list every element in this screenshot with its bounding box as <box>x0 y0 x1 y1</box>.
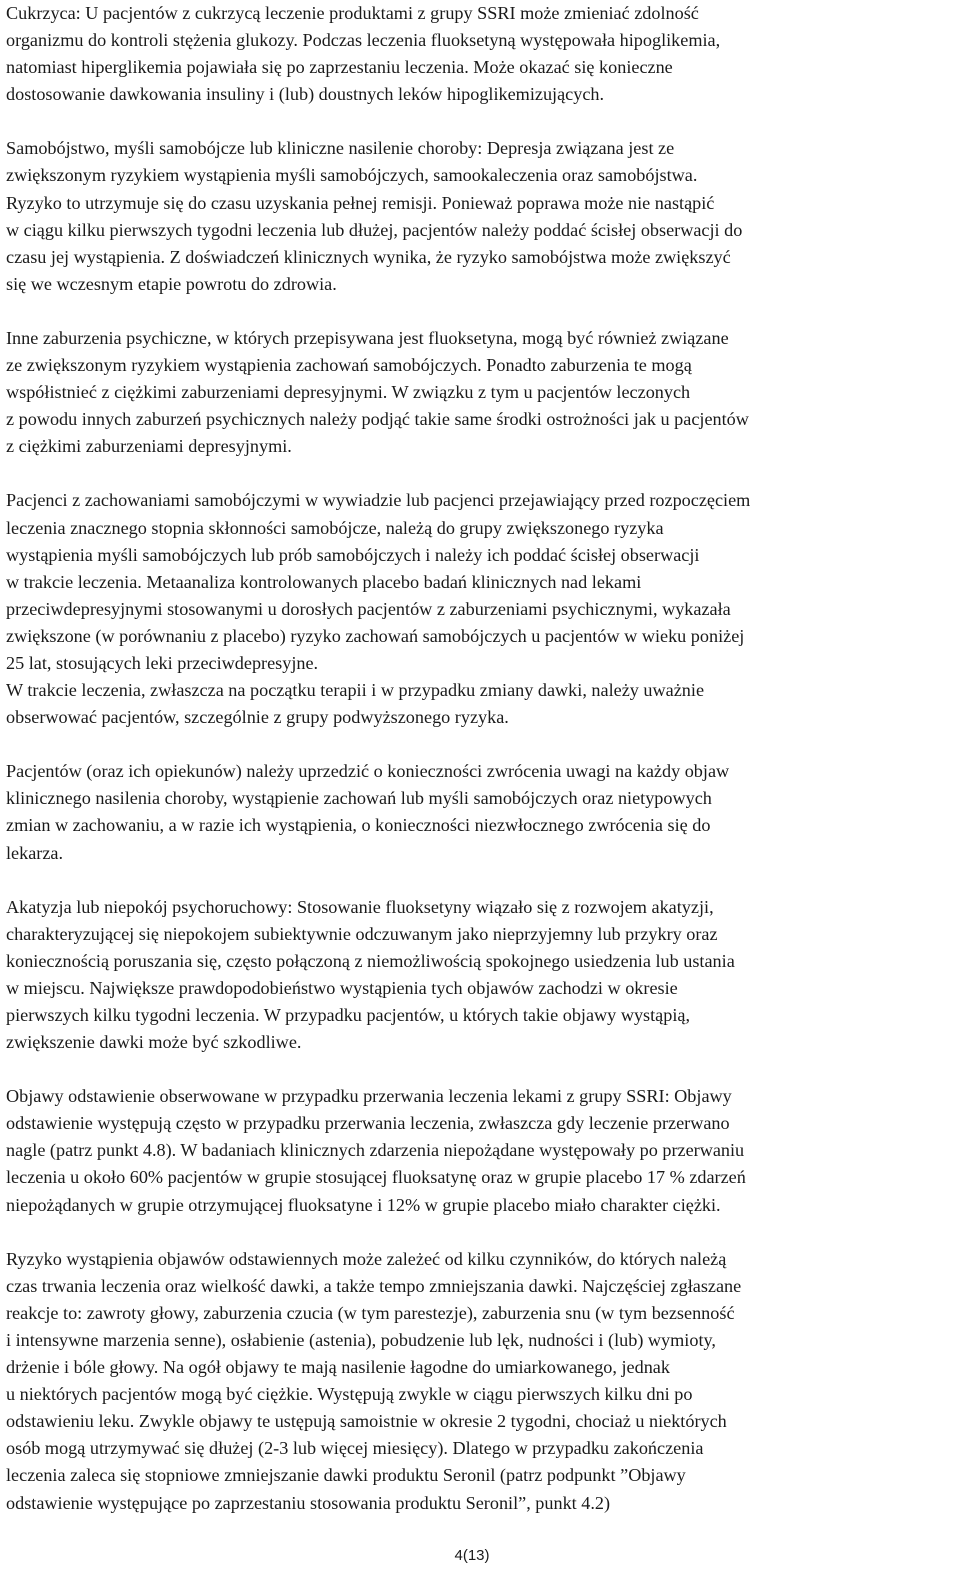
text-line: Cukrzyca: U pacjentów z cukrzycą leczenie produktami z grupy SSRI może zmieniać zdolność <box>6 3 699 23</box>
paragraph <box>6 894 950 1057</box>
text-line: zmian w zachowaniu, a w razie ich wystąpienia, o konieczności niezwłocznego zwrócenia się do <box>6 815 711 836</box>
text-line: leczenia znacznego stopnia skłonności samobójcze, należą do grupy zwiększonego ryzyka <box>6 517 664 538</box>
text-line: Ryzyko wystąpienia objawów odstawiennych może zależeć od kilku czynników, do których należą <box>6 1248 727 1269</box>
text-line: z ciężkimi zaburzeniami depresyjnymi. <box>6 436 292 457</box>
text-line: lekarza. <box>6 842 64 863</box>
text-line: W trakcie leczenia, zwłaszcza na początku terapii i w przypadku zmiany dawki, należy uważnie <box>6 680 705 701</box>
paragraph <box>6 325 950 460</box>
paragraph <box>6 135 950 298</box>
text-line: obserwować pacjentów, szczególnie z grupy podwyższonego ryzyka. <box>6 707 509 728</box>
text-line: Inne zaburzenia psychiczne, w których przepisywana jest fluoksetyna, mogą być również związane <box>6 327 729 348</box>
text-line: Pacjenci z zachowaniami samobójczymi w wywiadzie lub pacjenci przejawiający przed rozpoczęciem <box>6 490 751 511</box>
text-line: leczenia zaleca się stopniowe zmniejszanie dawki produktu Seronil (patrz podpunkt ”Objawy <box>6 1465 686 1486</box>
text-line: w ciągu kilku pierwszych tygodni leczenia lub dłużej, pacjentów należy poddać ścisłej obserwacji do <box>6 219 743 240</box>
paragraph <box>6 758 950 866</box>
text-line: zwiększonym ryzykiem wystąpienia myśli samobójczych, samookaleczenia oraz samobójstwa. <box>6 165 698 186</box>
text-line: Objawy odstawienie obserwowane w przypadku przerwania leczenia lekami z grupy SSRI: Objawy <box>6 1086 732 1107</box>
paragraph-spacer <box>6 731 950 758</box>
paragraph-spacer <box>6 298 950 325</box>
text-line: czas trwania leczenia oraz wielkość dawki, a także tempo zmniejszania dawki. Najczęściej zgłaszane <box>6 1275 742 1296</box>
text-line: z powodu innych zaburzeń psychicznych należy podjąć takie same środki ostrożności jak u pacjentów <box>6 409 749 430</box>
text-line: organizmu do kontroli stężenia glukozy. Podczas leczenia fluoksetyną występowała hipoglikemia, <box>6 30 721 51</box>
text-line: odstawienie występują często w przypadku przerwania leczenia, zwłaszcza gdy leczenie przerwano <box>6 1113 730 1134</box>
text-line: w trakcie leczenia. Metaanaliza kontrolowanych placebo badań klinicznych nad lekami <box>6 571 642 592</box>
text-line: zwiększenie dawki może być szkodliwe. <box>6 1032 302 1053</box>
text-line: Ryzyko to utrzymuje się do czasu uzyskania pełnej remisji. Ponieważ poprawa może nie nastąpić <box>6 192 715 213</box>
text-line: przeciwdepresyjnymi stosowanymi u dorosłych pacjentów z zaburzeniami psychicznymi, wykazała <box>6 598 731 619</box>
text-line: drżenie i bóle głowy. Na ogół objawy te mają nasilenie łagodne do umiarkowanego, jednak <box>6 1357 670 1378</box>
text-line: natomiast hiperglikemia pojawiała się po zaprzestaniu leczenia. Może okazać się konieczne <box>6 57 673 78</box>
paragraph-spacer <box>6 108 950 135</box>
text-line: w miejscu. Największe prawdopodobieństwo wystąpienia tych objawów zachodzi w okresie <box>6 977 678 998</box>
text-line: u niektórych pacjentów mogą być ciężkie. Występują zwykle w ciągu pierwszych kilku dni po <box>6 1384 693 1405</box>
text-line: niepożądanych w grupie otrzymującej fluoksatyne i 12% w grupie placebo miało charakter ciężki. <box>6 1194 721 1215</box>
text-line: osób mogą utrzymywać się dłużej (2-3 lub więcej miesięcy). Dlatego w przypadku zakończenia <box>6 1438 704 1459</box>
paragraph-spacer <box>6 1056 950 1083</box>
page-number: 4(13) <box>454 1547 490 1564</box>
text-line: charakteryzującej się niepokojem subiektywnie odczuwanym jako nieprzyjemny lub przykry oraz <box>6 923 718 944</box>
paragraph <box>6 1246 950 1517</box>
text-line: dostosowanie dawkowania insuliny i (lub) doustnych leków hipoglikemizujących. <box>6 84 605 105</box>
text-line: reakcje to: zawroty głowy, zaburzenia czucia (w tym parestezje), zaburzenia snu (w tym bezsenność <box>6 1302 735 1323</box>
text-line: wystąpienia myśli samobójczych lub prób samobójczych i należy ich poddać ścisłej obserwacji <box>6 544 700 565</box>
text-line: współistnieć z ciężkimi zaburzeniami depresyjnymi. W związku z tym u pacjentów leczonych <box>6 382 691 403</box>
text-line: klinicznego nasilenia choroby, wystąpienie zachowań lub myśli samobójczych oraz nietypowych <box>6 788 712 809</box>
text-line: Akatyzja lub niepokój psychoruchowy: Stosowanie fluoksetyny wiązało się z rozwojem akatyzji, <box>6 896 714 917</box>
text-line: leczenia u około 60% pacjentów w grupie stosującej fluoksatynę oraz w grupie placebo 17 % zdarzeń <box>6 1167 746 1188</box>
text-line: odstawieniu leku. Zwykle objawy te ustępują samoistnie w okresie 2 tygodni, chociaż u niektórych <box>6 1411 727 1432</box>
text-line: pierwszych kilku tygodni leczenia. W przypadku pacjentów, u których takie objawy wystąpią, <box>6 1005 691 1025</box>
paragraph <box>6 1083 950 1218</box>
paragraph-spacer <box>6 1219 950 1246</box>
paragraph <box>6 0 950 108</box>
text-line: 25 lat, stosujących leki przeciwdepresyjne. <box>6 652 319 673</box>
text-line: i intensywne marzenia senne), osłabienie (astenia), pobudzenie lub lęk, nudności i (lub) wymioty, <box>6 1329 716 1350</box>
document-page <box>6 0 950 1517</box>
text-line: zwiększone (w porównaniu z placebo) ryzyko zachowań samobójczych u pacjentów w wieku poniżej <box>6 625 745 646</box>
paragraph-spacer <box>6 460 950 487</box>
text-line: Pacjentów (oraz ich opiekunów) należy uprzedzić o konieczności zwrócenia uwagi na każdy objaw <box>6 761 730 782</box>
text-line: się we wczesnym etapie powrotu do zdrowia. <box>6 273 337 294</box>
text-line: koniecznością poruszania się, często połączoną z niemożliwością spokojnego usiedzenia lub ustania <box>6 950 735 971</box>
paragraph <box>6 487 950 731</box>
text-line: nagle (patrz punkt 4.8). W badaniach klinicznych zdarzenia niepożądane występowały po przerwaniu <box>6 1140 745 1161</box>
text-line: ze zwiększonym ryzykiem wystąpienia zachowań samobójczych. Ponadto zaburzenia te mogą <box>6 355 692 376</box>
text-line: odstawienie występujące po zaprzestaniu stosowania produktu Seronil”, punkt 4.2) <box>6 1492 611 1513</box>
text-line: czasu jej wystąpienia. Z doświadczeń klinicznych wynika, że ryzyko samobójstwa może zwiększyć <box>6 246 731 267</box>
text-line: Samobójstwo, myśli samobójcze lub kliniczne nasilenie choroby: Depresja związana jest ze <box>6 138 675 159</box>
paragraph-spacer <box>6 867 950 894</box>
